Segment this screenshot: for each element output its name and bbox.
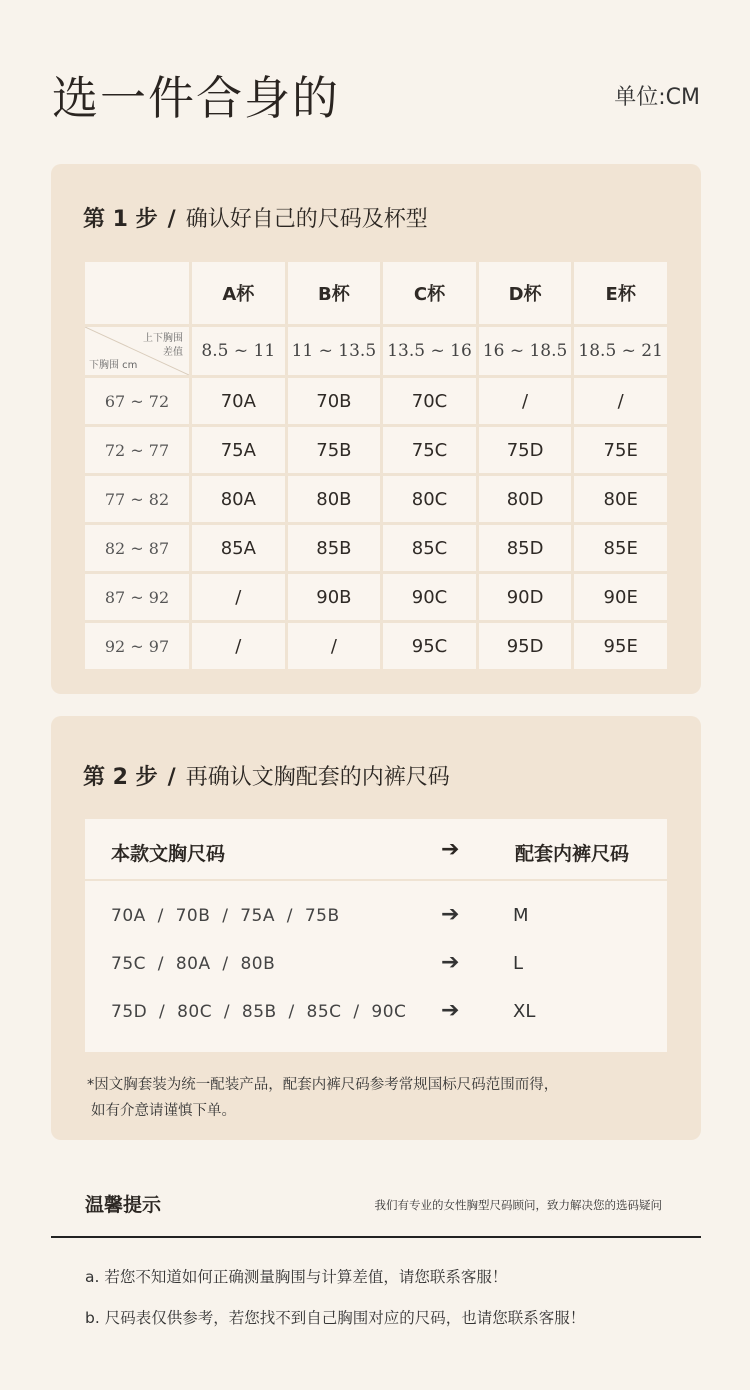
bra-size-header: 本款文胸尺码 (111, 843, 226, 865)
size-cell: 85C (383, 525, 476, 571)
size-cell: / (192, 623, 285, 669)
step1-separator: / (167, 207, 176, 232)
arrow-right-icon: ➔ (441, 998, 460, 1023)
cup-header: E杯 (574, 262, 667, 324)
step2-card (51, 716, 701, 1140)
brief-match-table (85, 819, 667, 1052)
size-cell: 90E (574, 574, 667, 620)
size-cell: 80A (192, 476, 285, 522)
tip-item: b. 尺码表仅供参考，若您找不到自己胸围对应的尺码，也请您联系客服！ (85, 1309, 586, 1327)
arrow-right-icon: ➔ (441, 837, 460, 862)
tips-title: 温馨提示 (85, 1194, 162, 1216)
step2-title: 再确认文胸配套的内裤尺码 (185, 765, 450, 790)
match-table-header (85, 819, 667, 881)
cup-header: C杯 (383, 262, 476, 324)
band-range: 92 ~ 97 (85, 623, 189, 669)
bra-sizes: 75C / 80A / 80B (111, 954, 276, 974)
band-range: 87 ~ 92 (85, 574, 189, 620)
arrow-right-icon: ➔ (441, 950, 460, 975)
size-cell: 80C (383, 476, 476, 522)
size-cell: 80E (574, 476, 667, 522)
divider (51, 1236, 701, 1238)
note-line: *因文胸套装为统一配装产品，配套内裤尺码参考常规国标尺码范围而得， (87, 1077, 559, 1093)
brief-size: M (513, 905, 529, 926)
diff-range: 11 ~ 13.5 (288, 327, 381, 375)
size-cell: 85A (192, 525, 285, 571)
set-note (87, 1072, 647, 1124)
size-cell: 85B (288, 525, 381, 571)
band-range: 67 ~ 72 (85, 378, 189, 424)
corner-top-label (143, 332, 183, 360)
size-chart-table (85, 262, 667, 660)
brief-size-header: 配套内裤尺码 (515, 843, 630, 865)
note-line: 如有介意请谨慎下单。 (91, 1103, 236, 1119)
size-cell: 85D (479, 525, 572, 571)
header-empty-cell (85, 262, 189, 324)
cup-header: A杯 (192, 262, 285, 324)
cup-header: D杯 (479, 262, 572, 324)
diff-range: 13.5 ~ 16 (383, 327, 476, 375)
size-cell: 75B (288, 427, 381, 473)
unit-label: 单位:CM (614, 85, 700, 110)
size-cell: 95E (574, 623, 667, 669)
step2-heading (83, 760, 450, 791)
size-cell: 70A (192, 378, 285, 424)
size-cell: 75C (383, 427, 476, 473)
match-row (85, 998, 667, 1028)
step1-title: 确认好自己的尺码及杯型 (185, 207, 428, 232)
size-cell: 75E (574, 427, 667, 473)
size-cell: 95C (383, 623, 476, 669)
step1-card (51, 164, 701, 694)
bra-sizes: 70A / 70B / 75A / 75B (111, 906, 340, 926)
match-row (85, 950, 667, 980)
band-range: 72 ~ 77 (85, 427, 189, 473)
band-range: 82 ~ 87 (85, 525, 189, 571)
size-cell: 90B (288, 574, 381, 620)
diff-range: 16 ~ 18.5 (479, 327, 572, 375)
step2-label: 第 2 步 (83, 765, 158, 790)
cup-header: B杯 (288, 262, 381, 324)
size-cell: / (288, 623, 381, 669)
step1-label: 第 1 步 (83, 207, 158, 232)
bra-sizes: 75D / 80C / 85B / 85C / 90C (111, 1002, 407, 1022)
page-title: 选一件合身的 (52, 71, 340, 125)
size-cell: 85E (574, 525, 667, 571)
diff-range: 18.5 ~ 21 (574, 327, 667, 375)
size-cell: 90C (383, 574, 476, 620)
size-cell: / (192, 574, 285, 620)
size-cell: 95D (479, 623, 572, 669)
size-cell: / (479, 378, 572, 424)
match-row (85, 902, 667, 932)
brief-size: XL (513, 1001, 536, 1022)
size-cell: 75A (192, 427, 285, 473)
size-cell: 70B (288, 378, 381, 424)
corner-top-line2: 差值 (163, 347, 183, 358)
size-cell: 90D (479, 574, 572, 620)
size-cell: 80D (479, 476, 572, 522)
corner-top-line1: 上下胸围 (143, 333, 183, 344)
band-range: 77 ~ 82 (85, 476, 189, 522)
tips-subtitle: 我们有专业的女性胸型尺码顾问，致力解决您的选码疑问 (374, 1198, 662, 1212)
brief-size: L (513, 953, 524, 974)
size-cell: 80B (288, 476, 381, 522)
step1-heading (83, 202, 428, 233)
size-cell: 75D (479, 427, 572, 473)
corner-label-cell (85, 327, 189, 375)
corner-bottom-label: 下胸围 cm (89, 360, 138, 371)
size-cell: / (574, 378, 667, 424)
tip-item: a. 若您不知道如何正确测量胸围与计算差值，请您联系客服！ (85, 1268, 508, 1286)
size-cell: 70C (383, 378, 476, 424)
arrow-right-icon: ➔ (441, 902, 460, 927)
step2-separator: / (167, 765, 176, 790)
diff-range: 8.5 ~ 11 (192, 327, 285, 375)
